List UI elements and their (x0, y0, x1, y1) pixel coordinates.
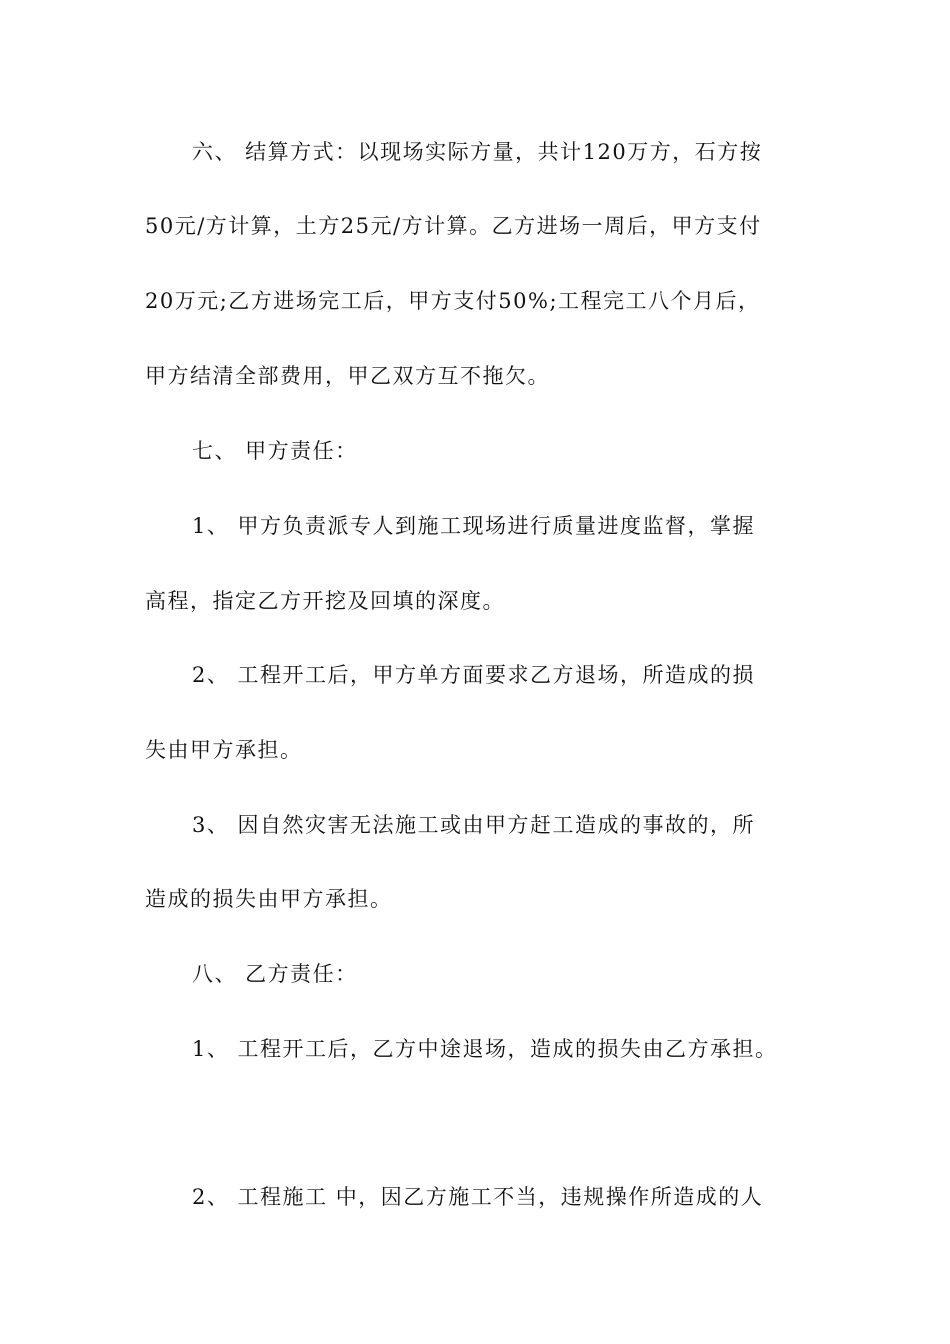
paragraph-line: 失由甲方承担。 (145, 738, 303, 762)
list-item-line: 2、 工程开工后，甲方单方面要求乙方退场，所造成的损 (192, 663, 756, 687)
paragraph-line: 造成的损失由甲方承担。 (145, 887, 393, 911)
section-eight-heading: 八、 乙方责任： (192, 962, 358, 986)
list-item-line: 1、 工程开工后，乙方中途退场，造成的损失由乙方承担。 (192, 1037, 778, 1061)
paragraph-line: 高程，指定乙方开挖及回填的深度。 (145, 589, 505, 613)
section-six-heading: 六、 结算方式：以现场实际方量，共计120万方，石方按 (192, 140, 763, 164)
list-item-line: 2、 工程施工 中，因乙方施工不当，违规操作所造成的人 (192, 1185, 764, 1209)
paragraph-line: 20万元;乙方进场完工后，甲方支付50%;工程完工八个月后， (145, 289, 761, 313)
section-seven-heading: 七、 甲方责任： (192, 439, 358, 463)
list-item-line: 1、 甲方负责派专人到施工现场进行质量进度监督，掌握 (192, 514, 756, 538)
paragraph-line: 50元/方计算，土方25元/方计算。乙方进场一周后，甲方支付 (145, 214, 762, 238)
paragraph-line: 甲方结清全部费用，甲乙双方互不拖欠。 (145, 364, 550, 388)
list-item-line: 3、 因自然灾害无法施工或由甲方赶工造成的事故的，所 (192, 813, 756, 837)
